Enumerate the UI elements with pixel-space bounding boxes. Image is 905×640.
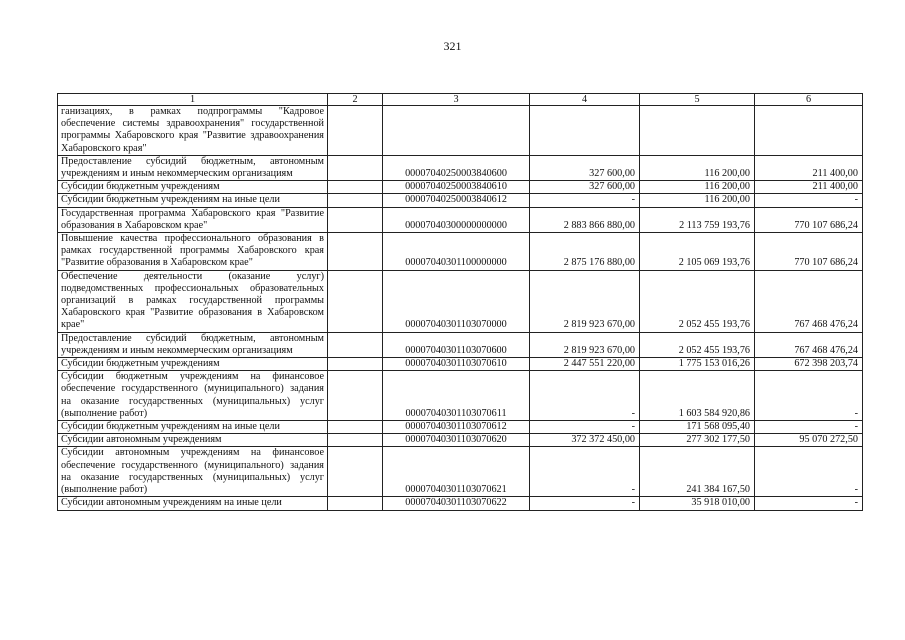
- row-description: Субсидии бюджетным учреждениям: [58, 358, 328, 371]
- row-remaining-amount: 770 107 686,24: [755, 207, 863, 232]
- table-row: [58, 332, 863, 357]
- header-cell-1: 1: [58, 94, 328, 106]
- row-description: Повышение качества профессионального образования в рамках государственной программы Хабаровского края "Развитие образования в Хабаровском крае": [58, 233, 328, 271]
- header-cell-6: 6: [755, 94, 863, 106]
- budget-table-body: [58, 94, 863, 511]
- table-row: [58, 358, 863, 371]
- row-description: Субсидии автономным учреждениям на иные цели: [58, 497, 328, 510]
- row-col2: [328, 497, 383, 510]
- row-col2: [328, 155, 383, 180]
- row-description: Субсидии бюджетным учреждениям на финансовое обеспечение государственного (муниципального) задания на оказание государственных (муниципальных) услуг (выполнение работ): [58, 371, 328, 421]
- row-executed-amount: 116 200,00: [640, 194, 755, 207]
- row-approved-amount: 2 447 551 220,00: [530, 358, 640, 371]
- header-cell-4: 4: [530, 94, 640, 106]
- row-col2: [328, 181, 383, 194]
- row-col2: [328, 194, 383, 207]
- row-description: Предоставление субсидий бюджетным, автономным учреждениям и иным некоммерческим организациям: [58, 155, 328, 180]
- row-col2: [328, 332, 383, 357]
- row-executed-amount: 171 568 095,40: [640, 421, 755, 434]
- row-classification-code: 00007040301103070612: [383, 421, 530, 434]
- row-approved-amount: 2 819 923 670,00: [530, 332, 640, 357]
- row-executed-amount: 241 384 167,50: [640, 447, 755, 497]
- header-cell-2: 2: [328, 94, 383, 106]
- row-classification-code: 00007040301103070611: [383, 371, 530, 421]
- row-remaining-amount: -: [755, 497, 863, 510]
- row-classification-code: 00007040250003840600: [383, 155, 530, 180]
- row-executed-amount: 277 302 177,50: [640, 434, 755, 447]
- row-description: Субсидии автономным учреждениям на финансовое обеспечение государственного (муниципального) задания на оказание государственных (муниципальных) услуг (выполнение работ): [58, 447, 328, 497]
- row-description: Субсидии автономным учреждениям: [58, 434, 328, 447]
- row-classification-code: 00007040301103070622: [383, 497, 530, 510]
- row-description: Субсидии бюджетным учреждениям на иные цели: [58, 421, 328, 434]
- table-row: [58, 194, 863, 207]
- row-approved-amount: 372 372 450,00: [530, 434, 640, 447]
- header-cell-5: 5: [640, 94, 755, 106]
- row-col2: [328, 371, 383, 421]
- table-row: [58, 207, 863, 232]
- row-approved-amount: -: [530, 194, 640, 207]
- row-classification-code: 00007040250003840612: [383, 194, 530, 207]
- row-classification-code: 00007040301100000000: [383, 233, 530, 271]
- row-col2: [328, 106, 383, 156]
- row-executed-amount: 116 200,00: [640, 181, 755, 194]
- row-remaining-amount: -: [755, 447, 863, 497]
- row-col2: [328, 447, 383, 497]
- row-remaining-amount: -: [755, 194, 863, 207]
- row-approved-amount: 327 600,00: [530, 181, 640, 194]
- row-classification-code: 00007040301103070621: [383, 447, 530, 497]
- table-row: [58, 497, 863, 510]
- row-remaining-amount: 767 468 476,24: [755, 270, 863, 332]
- row-remaining-amount: 211 400,00: [755, 155, 863, 180]
- row-classification-code: 00007040250003840610: [383, 181, 530, 194]
- row-col2: [328, 434, 383, 447]
- table-row: [58, 434, 863, 447]
- row-description: Субсидии бюджетным учреждениям на иные цели: [58, 194, 328, 207]
- row-description: Предоставление субсидий бюджетным, автономным учреждениям и иным некоммерческим организациям: [58, 332, 328, 357]
- row-approved-amount: -: [530, 447, 640, 497]
- row-executed-amount: 2 052 455 193,76: [640, 332, 755, 357]
- row-col2: [328, 421, 383, 434]
- table-row: [58, 181, 863, 194]
- row-executed-amount: 116 200,00: [640, 155, 755, 180]
- row-remaining-amount: 672 398 203,74: [755, 358, 863, 371]
- row-description: Государственная программа Хабаровского края "Развитие образования в Хабаровском крае": [58, 207, 328, 232]
- row-approved-amount: 2 883 866 880,00: [530, 207, 640, 232]
- row-description: ганизациях, в рамках подпрограммы "Кадровое обеспечение системы здравоохранения" государственной программы Хабаровского края "Развитие здравоохранения Хабаровского края": [58, 106, 328, 156]
- row-classification-code: 00007040301103070000: [383, 270, 530, 332]
- table-row: [58, 447, 863, 497]
- row-col2: [328, 358, 383, 371]
- table-row: [58, 155, 863, 180]
- row-classification-code: 00007040301103070620: [383, 434, 530, 447]
- row-executed-amount: 1 775 153 016,26: [640, 358, 755, 371]
- row-remaining-amount: -: [755, 421, 863, 434]
- row-col2: [328, 233, 383, 271]
- row-approved-amount: 327 600,00: [530, 155, 640, 180]
- budget-table: [57, 93, 863, 511]
- header-row: [58, 94, 863, 106]
- header-cell-3: 3: [383, 94, 530, 106]
- row-col2: [328, 207, 383, 232]
- row-approved-amount: -: [530, 421, 640, 434]
- row-approved-amount: 2 819 923 670,00: [530, 270, 640, 332]
- row-remaining-amount: -: [755, 371, 863, 421]
- row-classification-code: 00007040300000000000: [383, 207, 530, 232]
- page-number: 321: [443, 39, 462, 53]
- row-executed-amount: 2 113 759 193,76: [640, 207, 755, 232]
- table-row: [58, 270, 863, 332]
- row-approved-amount: -: [530, 497, 640, 510]
- row-approved-amount: [530, 106, 640, 156]
- row-remaining-amount: 211 400,00: [755, 181, 863, 194]
- row-classification-code: [383, 106, 530, 156]
- row-description: Субсидии бюджетным учреждениям: [58, 181, 328, 194]
- row-remaining-amount: 767 468 476,24: [755, 332, 863, 357]
- row-classification-code: 00007040301103070610: [383, 358, 530, 371]
- row-remaining-amount: [755, 106, 863, 156]
- table-row: [58, 371, 863, 421]
- row-executed-amount: 2 052 455 193,76: [640, 270, 755, 332]
- row-approved-amount: -: [530, 371, 640, 421]
- row-remaining-amount: 770 107 686,24: [755, 233, 863, 271]
- row-col2: [328, 270, 383, 332]
- row-executed-amount: 35 918 010,00: [640, 497, 755, 510]
- row-approved-amount: 2 875 176 880,00: [530, 233, 640, 271]
- row-remaining-amount: 95 070 272,50: [755, 434, 863, 447]
- table-row: [58, 421, 863, 434]
- table-row: [58, 233, 863, 271]
- row-executed-amount: 1 603 584 920,86: [640, 371, 755, 421]
- row-executed-amount: [640, 106, 755, 156]
- row-classification-code: 00007040301103070600: [383, 332, 530, 357]
- table-row: [58, 106, 863, 156]
- row-description: Обеспечение деятельности (оказание услуг) подведомственных профессиональных образовательных организаций в рамках государственной программы Хабаровского края "Развитие образования в Хабаровском крае": [58, 270, 328, 332]
- row-executed-amount: 2 105 069 193,76: [640, 233, 755, 271]
